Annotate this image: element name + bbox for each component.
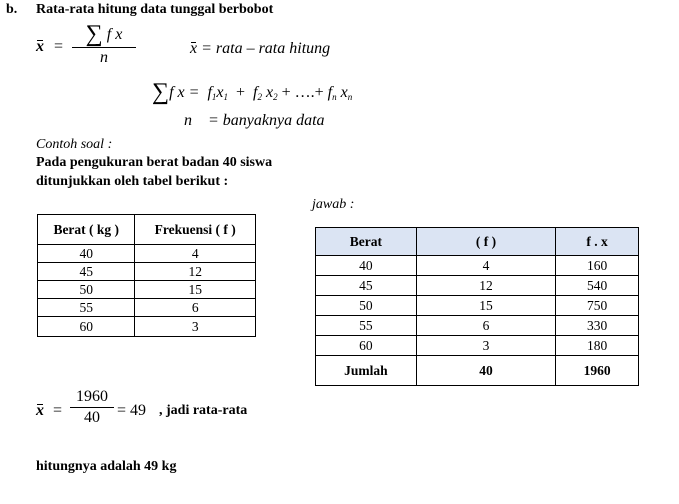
table-row <box>38 281 256 299</box>
jawab-label: jawab : <box>312 197 355 212</box>
table-cell: 4 <box>416 256 555 276</box>
table-row <box>316 296 639 316</box>
col-header: ( f ) <box>416 228 555 256</box>
table-cell: 60 <box>38 317 135 337</box>
table-row <box>38 245 256 263</box>
table-cell: 180 <box>556 336 639 356</box>
table-cell: 330 <box>556 316 639 336</box>
answer-table <box>315 227 639 386</box>
table-cell: 6 <box>135 299 256 317</box>
contoh-label: Contoh soal : <box>36 137 113 152</box>
result-fraction: 1960 40 <box>70 388 114 427</box>
table-cell: 3 <box>416 336 555 356</box>
result-conclusion: hitungnya adalah 49 kg <box>36 459 177 474</box>
sum-formula: ∑f $x = f_1x_1 + f_2$ $x_2$ + ….+ $f_n$ $x_n$ <box>152 79 353 105</box>
formula-equals: = <box>54 38 64 55</box>
table-cell: 50 <box>38 281 135 299</box>
table-row <box>38 299 256 317</box>
table-cell: 540 <box>556 276 639 296</box>
result-lhs: x <box>36 402 44 419</box>
frequency-table <box>37 214 256 337</box>
table-cell: 12 <box>135 263 256 281</box>
table-cell: 55 <box>316 316 417 336</box>
col-header: Berat <box>316 228 417 256</box>
formula-fraction: ∑ f x n <box>72 22 136 67</box>
section-marker: b. <box>6 2 18 17</box>
total-row <box>316 356 639 386</box>
table-row <box>38 317 256 337</box>
table-cell: 15 <box>416 296 555 316</box>
table-row <box>316 316 639 336</box>
table-cell: 40 <box>38 245 135 263</box>
table-row <box>38 263 256 281</box>
table-cell: 750 <box>556 296 639 316</box>
formula-legend: x = rata – rata hitung <box>190 40 331 57</box>
table-cell: 60 <box>316 336 417 356</box>
table-cell: 3 <box>135 317 256 337</box>
col-header: Frekuensi ( f ) <box>135 215 256 245</box>
total-label: Jumlah <box>316 356 417 386</box>
table-cell: 4 <box>135 245 256 263</box>
table-cell: 45 <box>316 276 417 296</box>
table-cell: 50 <box>316 296 417 316</box>
total-fx: 1960 <box>556 356 639 386</box>
result-comment: , jadi rata-rata <box>159 403 248 418</box>
table-cell: 160 <box>556 256 639 276</box>
table-row <box>316 256 639 276</box>
formula-lhs: x <box>36 38 44 55</box>
table-row <box>316 336 639 356</box>
table-cell: 6 <box>416 316 555 336</box>
table-cell: 15 <box>135 281 256 299</box>
table-cell: 40 <box>316 256 417 276</box>
n-symbol: n <box>184 112 192 129</box>
col-header: Berat ( kg ) <box>38 215 135 245</box>
total-frequency: 40 <box>416 356 555 386</box>
col-header: f . x <box>556 228 639 256</box>
table-cell: 55 <box>38 299 135 317</box>
table-cell: 45 <box>38 263 135 281</box>
result-value: = 49 <box>117 402 147 419</box>
table-row <box>316 276 639 296</box>
table-cell: 12 <box>416 276 555 296</box>
section-title: Rata-rata hitung data tunggal berbobot <box>36 2 274 17</box>
result-equals: = <box>53 402 63 419</box>
n-definition: = banyaknya data <box>208 112 325 129</box>
problem-line-1: Pada pengukuran berat badan 40 siswa <box>36 155 273 170</box>
problem-line-2: ditunjukkan oleh tabel berikut : <box>36 174 229 189</box>
